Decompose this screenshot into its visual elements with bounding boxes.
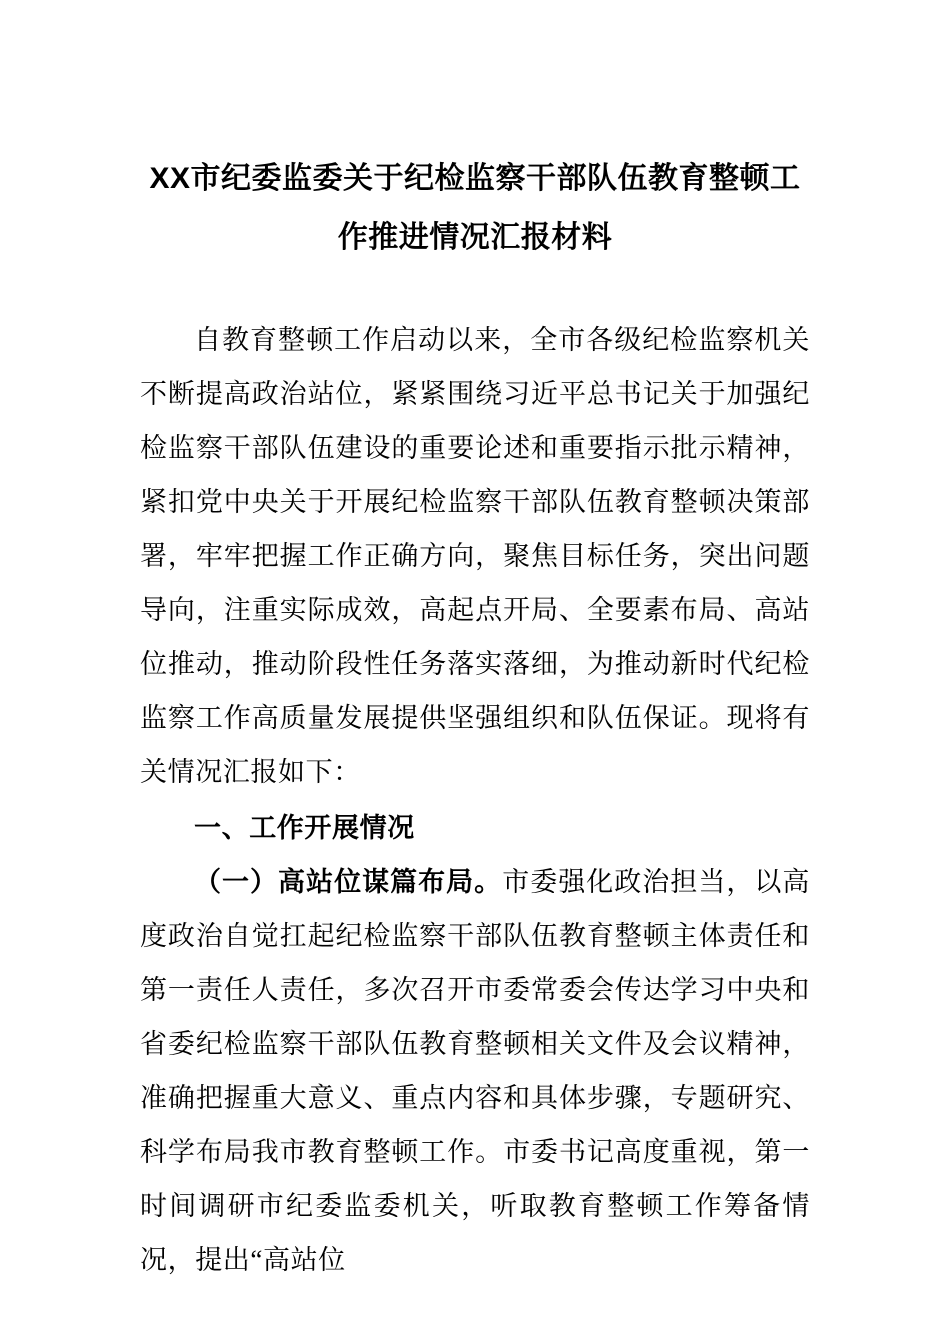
- opening-paragraph: 自教育整顿工作启动以来，全市各级纪检监察机关不断提高政治站位，紧紧围绕习近平总书记关于加强纪检监察干部队伍建设的重要论述和重要指示批示精神，紧扣党中央关于开展纪检监察干部队伍教育整顿决策部署，牢牢把握工作正确方向，聚焦目标任务，突出问题导向，注重实际成效，高起点开局、全要素布局、高站位推动，推动阶段性任务落实落细，为推动新时代纪检监察工作高质量发展提供坚强组织和队伍保证。现将有关情况汇报如下：: [140, 325, 810, 787]
- section-heading-one: 一、工作开展情况: [194, 813, 415, 843]
- page-title: XX市纪委监委关于纪检监察干部队伍教育整顿工作推进情况汇报材料: [149, 162, 801, 254]
- item-one-paragraph: [140, 855, 810, 1287]
- item-one-lead: （一）高站位谋篇布局。: [194, 867, 503, 897]
- item-one-body: 市委强化政治担当，以高度政治自觉扛起纪检监察干部队伍教育整顿主体责任和第一责任人责任，多次召开市委常委会传达学习中央和省委纪检监察干部队伍教育整顿相关文件及会议精神，准确把握重大意义、重点内容和具体步骤，专题研究、科学布局我市教育整顿工作。市委书记高度重视，第一时间调研市纪委监委机关，听取教育整顿工作筹备情况，提出“高站位: [140, 867, 810, 1275]
